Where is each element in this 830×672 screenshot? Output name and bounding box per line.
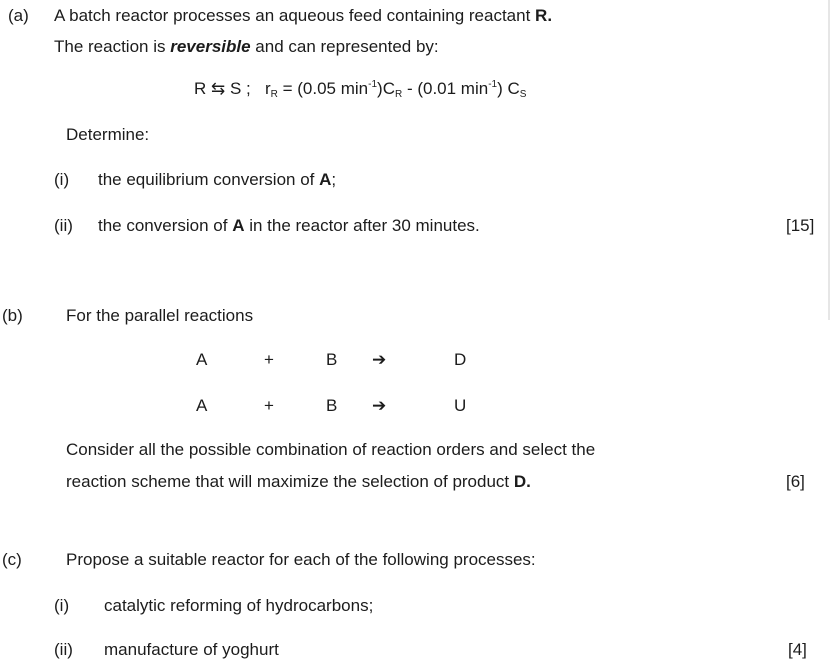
part-b-label: (b): [2, 306, 23, 325]
part-a-line-2: [54, 37, 439, 57]
product-d-bold: D.: [513, 472, 531, 491]
eq-conc-s-subscript: S: [519, 89, 527, 100]
rate-symbol: r: [264, 79, 271, 98]
reactant-r: R.: [535, 6, 553, 25]
eq-exponent-2: -1: [488, 79, 498, 90]
eq-conc-s: ) C: [497, 79, 520, 98]
part-b-line-1: Consider all the possible combination of reaction orders and select the: [66, 440, 596, 459]
species-a: A: [232, 216, 245, 235]
list-item-end: ;: [331, 170, 337, 189]
equilibrium-arrow-icon: ⇆: [211, 79, 226, 98]
product-d: D: [454, 350, 467, 369]
list-item: manufacture of yoghurt: [104, 640, 279, 659]
plus-sign: +: [264, 350, 274, 369]
list-item-number: (ii): [54, 640, 73, 659]
reactant-a: A: [196, 350, 208, 369]
list-item-number: (i): [54, 596, 70, 615]
list-item: catalytic reforming of hydrocarbons;: [104, 596, 374, 615]
marks-c: [4]: [788, 640, 807, 659]
part-a-label: (a): [8, 6, 29, 25]
species-a: A: [319, 170, 332, 189]
part-b-line-2-text: reaction scheme that will maximize the selection of product: [66, 472, 514, 491]
eq-species-r: R: [194, 79, 207, 98]
reaction-arrow-icon: ➔: [372, 396, 387, 415]
list-item-number: (i): [54, 170, 70, 189]
list-item: [98, 216, 480, 236]
part-a-line-1: [54, 6, 552, 26]
list-item-text: the equilibrium conversion of: [98, 170, 320, 189]
list-item-number: (ii): [54, 216, 73, 235]
rate-subscript: R: [270, 89, 278, 100]
list-item-text: the conversion of: [98, 216, 233, 235]
marks-b: [6]: [786, 472, 805, 491]
part-a-line-2-end: and can represented by:: [250, 37, 439, 56]
part-b-intro: For the parallel reactions: [66, 306, 254, 325]
part-c-intro: Propose a suitable reactor for each of the following processes:: [66, 550, 536, 569]
reactant-b: B: [326, 396, 338, 415]
eq-species-s: S ;: [230, 79, 251, 98]
eq-conc-r: )C: [377, 79, 395, 98]
reactant-a: A: [196, 396, 208, 415]
part-b-line-2: [66, 472, 531, 492]
reaction-arrow-icon: ➔: [372, 350, 387, 369]
list-item-end: in the reactor after 30 minutes.: [244, 216, 480, 235]
eq-forward-constant: = (0.05 min: [277, 79, 369, 98]
eq-conc-r-subscript: R: [394, 89, 403, 100]
part-a-line-2-text: The reaction is: [54, 37, 171, 56]
part-c-label: (c): [2, 550, 22, 569]
reversible-word: reversible: [170, 37, 251, 56]
eq-exponent-1: -1: [368, 79, 378, 90]
product-u: U: [454, 396, 467, 415]
rate-equation: [194, 79, 526, 102]
part-a-line-1-text: A batch reactor processes an aqueous feed containing reactant: [54, 6, 536, 25]
list-item: [98, 170, 336, 190]
determine-label: Determine:: [66, 125, 150, 144]
eq-reverse-constant: - (0.01 min: [402, 79, 489, 98]
marks-a: [15]: [786, 216, 815, 235]
plus-sign: +: [264, 396, 274, 415]
reactant-b: B: [326, 350, 338, 369]
